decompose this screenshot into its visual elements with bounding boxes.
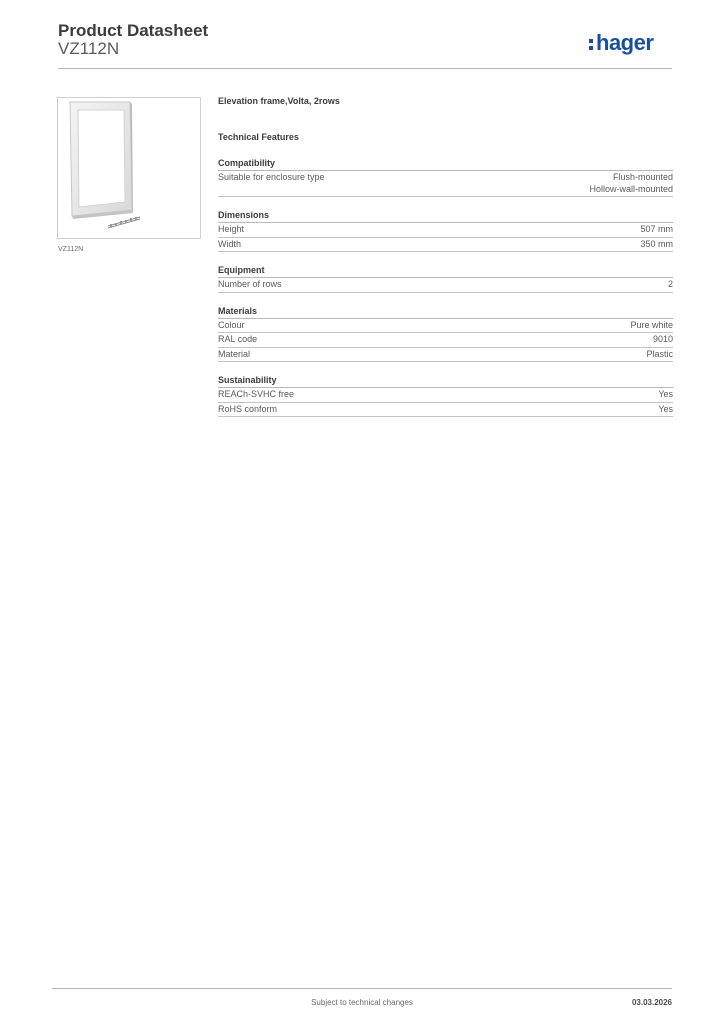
spec-label: REACh-SVHC free — [218, 389, 295, 399]
spec-label: Material — [218, 348, 251, 359]
spec-label: Colour — [218, 319, 245, 330]
product-code: VZ112N — [58, 39, 120, 58]
spec-value — [653, 334, 673, 346]
spec-value-line: 2 — [667, 279, 673, 289]
spec-row — [218, 388, 673, 403]
spec-row — [218, 223, 673, 238]
product-image — [57, 97, 201, 239]
spec-label: Height — [218, 224, 245, 234]
spec-value-line: 350 mm — [640, 238, 673, 249]
spec-value — [658, 404, 673, 416]
spec-section-compatibility — [218, 157, 673, 197]
spec-label: RAL code — [218, 334, 258, 344]
spec-value-line: Pure white — [630, 319, 673, 330]
footer-note: Subject to technical changes — [311, 998, 413, 1007]
spec-label: Width — [218, 238, 242, 249]
product-description: Elevation frame,Volta, 2rows — [218, 96, 340, 106]
spec-value — [646, 349, 673, 361]
section-title: Compatibility — [218, 157, 673, 171]
spec-row — [218, 319, 673, 334]
elevation-frame-photo — [58, 98, 200, 238]
spec-sections — [218, 157, 673, 417]
page-title: Product Datasheet — [58, 21, 209, 40]
spec-value-line: Yes — [658, 403, 673, 414]
spec-content — [218, 95, 673, 429]
spec-value-line: Yes — [658, 389, 673, 399]
spec-value-line: Flush-mounted — [612, 172, 673, 182]
spec-row — [218, 348, 673, 363]
section-title: Sustainability — [218, 374, 673, 388]
header-divider — [58, 68, 672, 69]
spec-value-line: Hollow-wall-mounted — [589, 183, 673, 194]
spec-label: Number of rows — [218, 279, 282, 289]
footer-divider — [52, 988, 672, 989]
spec-value — [668, 279, 673, 291]
spec-row — [218, 403, 673, 418]
spec-section-equipment — [218, 264, 673, 293]
spec-value — [658, 389, 673, 401]
section-title: Materials — [218, 305, 673, 319]
section-title: Dimensions — [218, 209, 673, 223]
section-title: Equipment — [218, 264, 673, 278]
logo-text: hager — [596, 30, 654, 55]
spec-section-materials — [218, 305, 673, 363]
hager-logo — [588, 28, 672, 58]
spec-section-dimensions — [218, 209, 673, 252]
spec-value — [640, 224, 673, 236]
technical-features-title: Technical Features — [218, 132, 299, 142]
spec-value-line: Plastic — [646, 348, 673, 359]
spec-label: RoHS conform — [218, 403, 278, 414]
spec-value-line: 9010 — [652, 334, 673, 344]
spec-value — [589, 172, 673, 195]
spec-value — [640, 239, 673, 251]
spec-value — [630, 320, 673, 332]
spec-row — [218, 171, 673, 197]
spec-row — [218, 278, 673, 293]
image-caption: VZ112N — [58, 246, 84, 253]
spec-label: Suitable for enclosure type — [218, 172, 325, 182]
spec-value-line: 507 mm — [640, 224, 673, 234]
spec-row — [218, 238, 673, 253]
spec-section-sustainability — [218, 374, 673, 417]
footer-date: 03.03.2026 — [631, 998, 672, 1007]
spec-row — [218, 333, 673, 348]
